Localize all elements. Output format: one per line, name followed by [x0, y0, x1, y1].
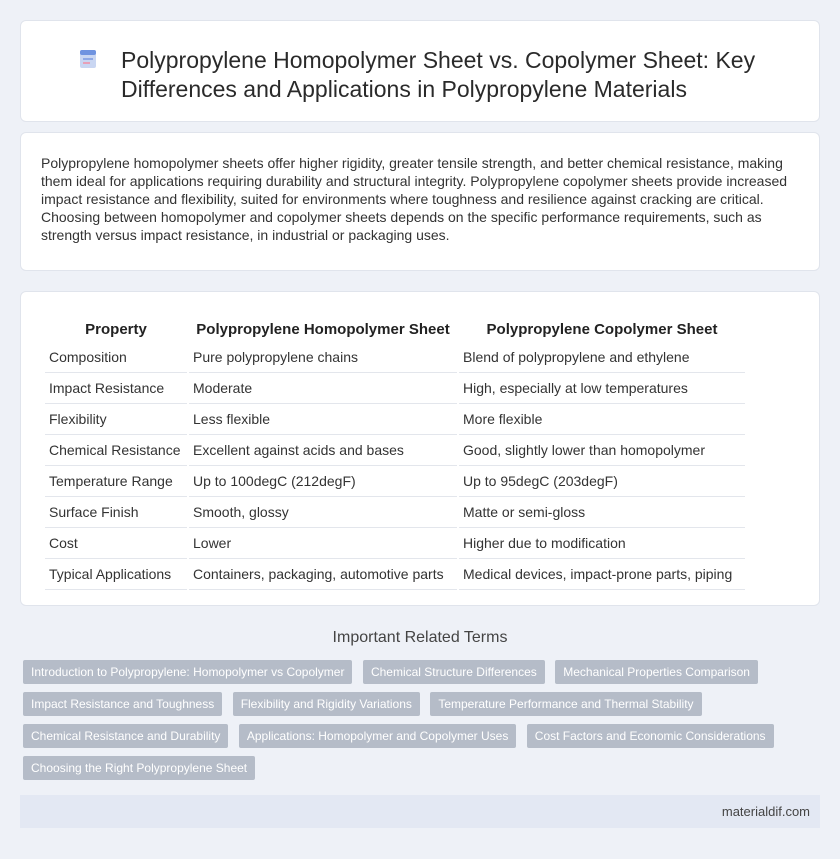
table-row	[45, 528, 745, 559]
column-header-homopolymer: Polypropylene Homopolymer Sheet	[196, 321, 450, 338]
table-row	[45, 373, 745, 404]
table-row	[45, 466, 745, 497]
homopolymer-cell: Excellent against acids and bases	[189, 435, 457, 466]
related-term-tag[interactable]: Choosing the Right Polypropylene Sheet	[23, 756, 255, 780]
homopolymer-cell: Less flexible	[189, 404, 457, 435]
homopolymer-cell: Moderate	[189, 373, 457, 404]
table-row	[45, 497, 745, 528]
related-term-tag[interactable]: Temperature Performance and Thermal Stability	[430, 692, 701, 716]
table-row	[45, 435, 745, 466]
related-term-tag[interactable]: Chemical Structure Differences	[363, 660, 545, 684]
related-term-tag[interactable]: Applications: Homopolymer and Copolymer Uses	[239, 724, 516, 748]
table-header-row	[45, 314, 745, 342]
page-title: Polypropylene Homopolymer Sheet vs. Copolymer Sheet: Key Differences and Applications in Polypropylene Materials	[121, 47, 756, 102]
homopolymer-cell: Lower	[189, 528, 457, 559]
table-row	[45, 559, 745, 590]
related-term-tag[interactable]: Chemical Resistance and Durability	[23, 724, 228, 748]
property-cell: Cost	[45, 528, 187, 559]
related-term-tag[interactable]: Impact Resistance and Toughness	[23, 692, 222, 716]
intro-paragraph: Polypropylene homopolymer sheets offer higher rigidity, greater tensile strength, and better chemical resistance, making them ideal for applications requiring durability and structural integrity. Polypropylene copolymer sheets provide increased impact resistance and flexibility, suited for environments where toughness and resilience against cracking are critical. Choosing between homopolymer and copolymer sheets depends on the specific performance requirements, such as strength versus impact resistance, in industrial or packaging uses.	[41, 155, 788, 243]
property-cell: Temperature Range	[45, 466, 187, 497]
table-row	[45, 404, 745, 435]
footer-site-link[interactable]: materialdif.com	[721, 804, 810, 819]
intro-card	[20, 132, 820, 271]
comparison-card	[20, 291, 820, 606]
copolymer-cell: Matte or semi-gloss	[459, 497, 745, 528]
property-cell: Typical Applications	[45, 559, 187, 590]
property-cell: Composition	[45, 342, 187, 373]
title-card	[20, 20, 820, 122]
footer	[20, 795, 820, 828]
homopolymer-cell: Up to 100degC (212degF)	[189, 466, 457, 497]
property-cell: Flexibility	[45, 404, 187, 435]
copolymer-cell: Higher due to modification	[459, 528, 745, 559]
copolymer-cell: Blend of polypropylene and ethylene	[459, 342, 745, 373]
copolymer-cell: High, especially at low temperatures	[459, 373, 745, 404]
related-terms-list	[23, 660, 813, 788]
related-term-tag[interactable]: Flexibility and Rigidity Variations	[233, 692, 420, 716]
copolymer-cell: Good, slightly lower than homopolymer	[459, 435, 745, 466]
related-terms-heading: Important Related Terms	[332, 629, 508, 646]
property-cell: Impact Resistance	[45, 373, 187, 404]
homopolymer-cell: Smooth, glossy	[189, 497, 457, 528]
related-term-tag[interactable]: Mechanical Properties Comparison	[555, 660, 758, 684]
homopolymer-cell: Containers, packaging, automotive parts	[189, 559, 457, 590]
comparison-table	[43, 314, 747, 590]
related-term-tag[interactable]: Introduction to Polypropylene: Homopolymer vs Copolymer	[23, 660, 352, 684]
copolymer-cell: More flexible	[459, 404, 745, 435]
copolymer-cell: Up to 95degC (203degF)	[459, 466, 745, 497]
property-cell: Surface Finish	[45, 497, 187, 528]
table-row	[45, 342, 745, 373]
copolymer-cell: Medical devices, impact-prone parts, piping	[459, 559, 745, 590]
document-icon	[77, 48, 99, 70]
property-cell: Chemical Resistance	[45, 435, 187, 466]
column-header-copolymer: Polypropylene Copolymer Sheet	[486, 321, 718, 338]
column-header-property: Property	[85, 321, 147, 338]
homopolymer-cell: Pure polypropylene chains	[189, 342, 457, 373]
related-term-tag[interactable]: Cost Factors and Economic Considerations	[527, 724, 774, 748]
